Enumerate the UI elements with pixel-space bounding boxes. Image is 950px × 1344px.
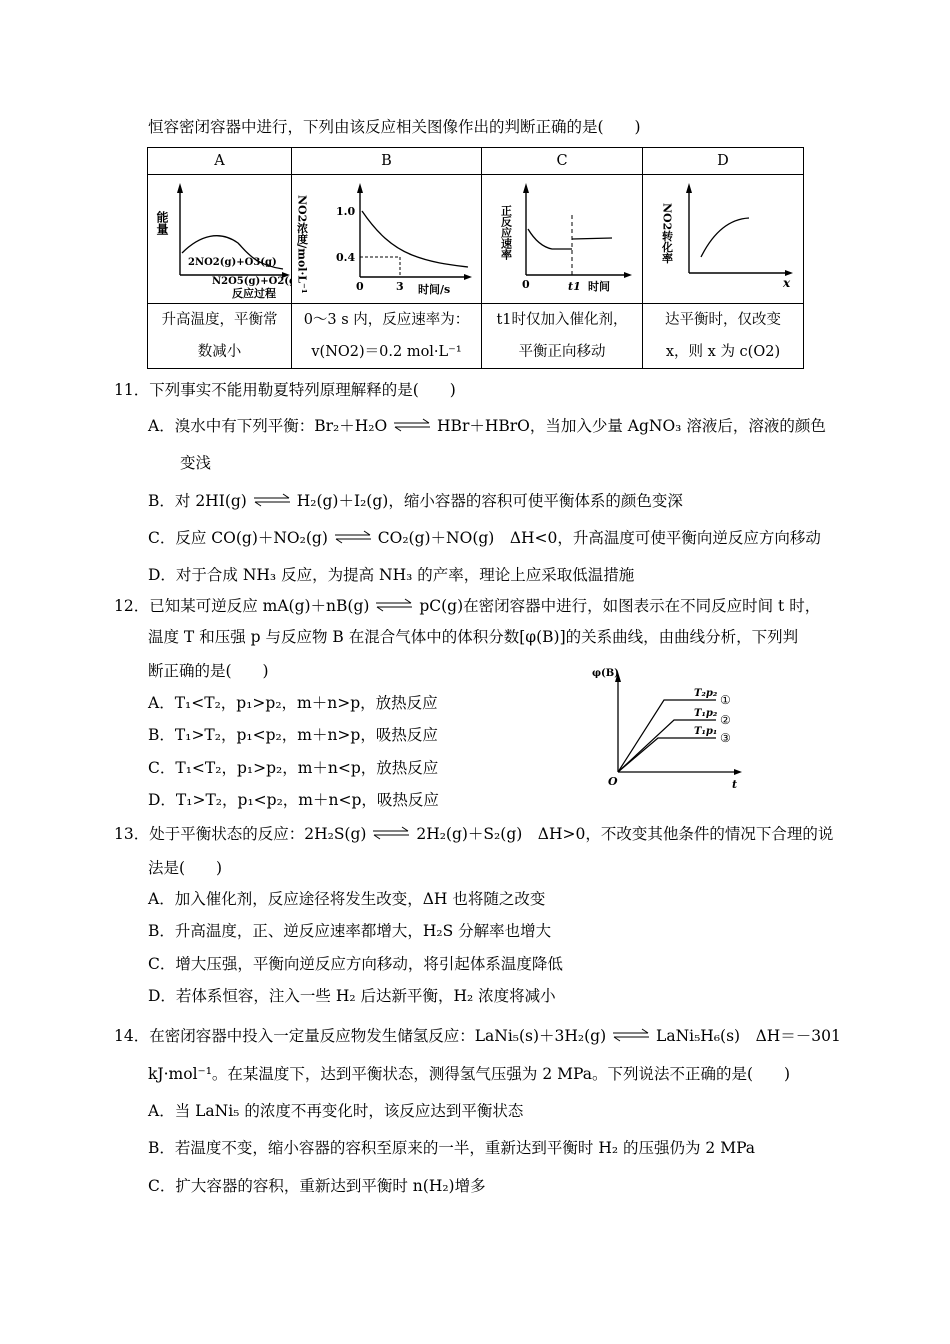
graph-b-x0: 0 xyxy=(356,280,364,293)
q12-graph-ylabel: φ(B) xyxy=(592,668,619,679)
q13-stem-line1 xyxy=(114,824,833,844)
q12-curve1-label: T₂p₂ xyxy=(694,688,718,699)
caption-a-line1: 升高温度，平衡常 xyxy=(161,312,278,328)
q14-stem-part2: LaNi₅H₆(s) ΔH＝－301 xyxy=(656,1027,841,1045)
graph-d-cell xyxy=(643,175,804,304)
q12-stem-line2: 温度 T 和压强 p 与反应物 B 在混合气体中的体积分数[φ(B)]的关系曲线，由曲线分析，下列判 xyxy=(148,628,799,646)
q12-option-c: C．T₁<T₂，p₁>p₂，m＋n<p，放热反应 xyxy=(148,759,439,777)
q12-stem-part2: pC(g)在密闭容器中进行，如图表示在不同反应时间 t 时， xyxy=(419,597,821,615)
q14-stem-line2: kJ·mol⁻¹。在某温度下，达到平衡状态，测得氢气压强为 2 MPa。下列说法不正确的是( ) xyxy=(148,1065,791,1083)
q12-graph-origin: O xyxy=(608,775,618,788)
q13-option-d: D．若体系恒容，注入一些 H₂ 后达新平衡，H₂ 浓度将减小 xyxy=(148,987,556,1005)
graph-c xyxy=(482,175,643,299)
q14-option-b: B．若温度不变，缩小容器的容积至原来的一半，重新达到平衡时 H₂ 的压强仍为 2 MPa xyxy=(148,1139,756,1157)
graph-b-xlabel: 时间/s xyxy=(418,283,451,296)
graph-a-xlabel: 反应过程 xyxy=(232,287,276,299)
q11-option-b xyxy=(148,491,683,511)
equilibrium-arrow-icon xyxy=(333,530,373,544)
graph-c-x1: t1 xyxy=(568,280,581,293)
caption-b-line2: v(NO2)＝0.2 mol·L⁻¹ xyxy=(311,344,462,360)
header-c: C xyxy=(482,148,643,175)
equilibrium-arrow-icon xyxy=(371,826,411,840)
q13-stem-part1: 13．处于平衡状态的反应：2H₂S(g) xyxy=(114,825,367,843)
graph-a xyxy=(148,175,292,299)
header-d: D xyxy=(643,148,804,175)
q14-stem-line1 xyxy=(114,1026,841,1046)
q12-curve3-number: ③ xyxy=(720,731,731,745)
q12-stem-line3: 断正确的是( ) xyxy=(148,662,269,680)
q12-curve1-number: ① xyxy=(720,693,731,707)
caption-d-line2: x，则 x 为 c(O2) xyxy=(665,344,781,360)
q11-option-a-cont: 变浅 xyxy=(180,454,212,472)
q11-option-c xyxy=(148,528,821,548)
q12-curve3-label: T₁p₁ xyxy=(694,726,718,737)
q11-a-part1: A．溴水中有下列平衡：Br₂＋H₂O xyxy=(148,417,388,435)
graph-c-ylabel: 正反应速率 xyxy=(499,205,513,260)
graph-a-label2: N2O5(g)+O2(g) xyxy=(212,276,292,287)
q12-option-a: A．T₁<T₂，p₁>p₂，m＋n>p，放热反应 xyxy=(148,694,438,712)
caption-d-line1: 达平衡时，仅改变 xyxy=(665,312,781,328)
q11-c-part2: CO₂(g)＋NO(g) ΔH<0，升高温度可使平衡向逆反应方向移动 xyxy=(377,529,821,547)
q13-option-b: B．升高温度，正、逆反应速率都增大，H₂S 分解率也增大 xyxy=(148,922,552,940)
graph-a-ylabel: 能量 xyxy=(155,211,169,235)
q11-b-part1: B．对 2HI(g) xyxy=(148,492,247,510)
q12-option-d: D．T₁>T₂，p₁<p₂，m＋n<p，吸热反应 xyxy=(148,791,439,809)
q14-stem-part1: 14．在密闭容器中投入一定量反应物发生储氢反应：LaNi₅(s)＋3H₂(g) xyxy=(114,1027,607,1045)
q12-curve2-number: ② xyxy=(720,713,731,727)
graph-c-cell xyxy=(482,175,643,304)
q13-option-c: C．增大压强，平衡向逆反应方向移动，将引起体系温度降低 xyxy=(148,955,563,973)
header-a: A xyxy=(148,148,292,175)
graph-d-ylabel: NO2转化率 xyxy=(660,203,674,264)
q12-curve2-label: T₁p₂ xyxy=(694,708,718,719)
graph-b-ylabel: NO2浓度/mol·L⁻¹ xyxy=(295,195,309,294)
graph-c-x0: 0 xyxy=(522,278,530,291)
caption-c-line2: 平衡正向移动 xyxy=(518,344,606,360)
figure-table xyxy=(147,147,804,369)
caption-a-line2: 数减小 xyxy=(197,344,242,360)
q12-stem-part1: 12．已知某可逆反应 mA(g)＋nB(g) xyxy=(114,597,370,615)
graph-b-cell xyxy=(292,175,482,304)
q11-option-d: D．对于合成 NH₃ 反应，为提高 NH₃ 的产率，理论上应采取低温措施 xyxy=(148,566,635,584)
equilibrium-arrow-icon xyxy=(392,418,432,432)
q12-graph xyxy=(588,664,758,792)
caption-c xyxy=(482,304,643,369)
q11-c-part1: C．反应 CO(g)＋NO₂(g) xyxy=(148,529,328,547)
graph-a-label1: 2NO2(g)+O3(g) xyxy=(188,257,277,268)
caption-a xyxy=(148,304,292,369)
q13-stem-part2: 2H₂(g)＋S₂(g) ΔH>0，不改变其他条件的情况下合理的说 xyxy=(416,825,834,843)
equilibrium-arrow-icon xyxy=(611,1028,651,1042)
graph-b-y2: 0.4 xyxy=(336,251,356,264)
intro-text: 恒容密闭容器中进行，下列由该反应相关图像作出的判断正确的是( ) xyxy=(148,118,641,136)
q11-a-part2: HBr＋HBrO，当加入少量 AgNO₃ 溶液后，溶液的颜色 xyxy=(437,417,826,435)
equilibrium-arrow-icon xyxy=(252,493,292,507)
equilibrium-arrow-icon xyxy=(374,598,414,612)
graph-d-xlabel: x xyxy=(783,276,791,290)
graph-b-x1: 3 xyxy=(396,280,404,293)
q14-option-a: A．当 LaNi₅ 的浓度不再变化时，该反应达到平衡状态 xyxy=(148,1102,524,1120)
caption-b xyxy=(292,304,482,369)
q12-graph-xlabel: t xyxy=(732,778,738,791)
header-b: B xyxy=(292,148,482,175)
q11-stem: 11．下列事实不能用勒夏特列原理解释的是( ) xyxy=(114,381,456,399)
graph-a-cell xyxy=(148,175,292,304)
caption-c-line1: t1时仅加入催化剂， xyxy=(496,312,628,328)
q13-option-a: A．加入催化剂，反应途径将发生改变，ΔH 也将随之改变 xyxy=(148,890,546,908)
q14-option-c: C．扩大容器的容积，重新达到平衡时 n(H₂)增多 xyxy=(148,1177,486,1195)
graph-d xyxy=(643,175,804,299)
graph-b-y1: 1.0 xyxy=(336,205,356,218)
graph-b xyxy=(292,175,482,299)
q11-b-part2: H₂(g)＋I₂(g)，缩小容器的容积可使平衡体系的颜色变深 xyxy=(296,492,683,510)
q11-option-a xyxy=(148,416,826,436)
caption-d xyxy=(643,304,804,369)
caption-b-line1: 0～3 s 内，反应速率为： xyxy=(303,312,470,328)
q13-stem-line2: 法是( ) xyxy=(148,859,223,877)
q12-option-b: B．T₁>T₂，p₁<p₂，m＋n>p，吸热反应 xyxy=(148,726,438,744)
graph-c-xlabel: 时间 xyxy=(588,280,610,293)
q12-stem-line1 xyxy=(114,596,820,616)
